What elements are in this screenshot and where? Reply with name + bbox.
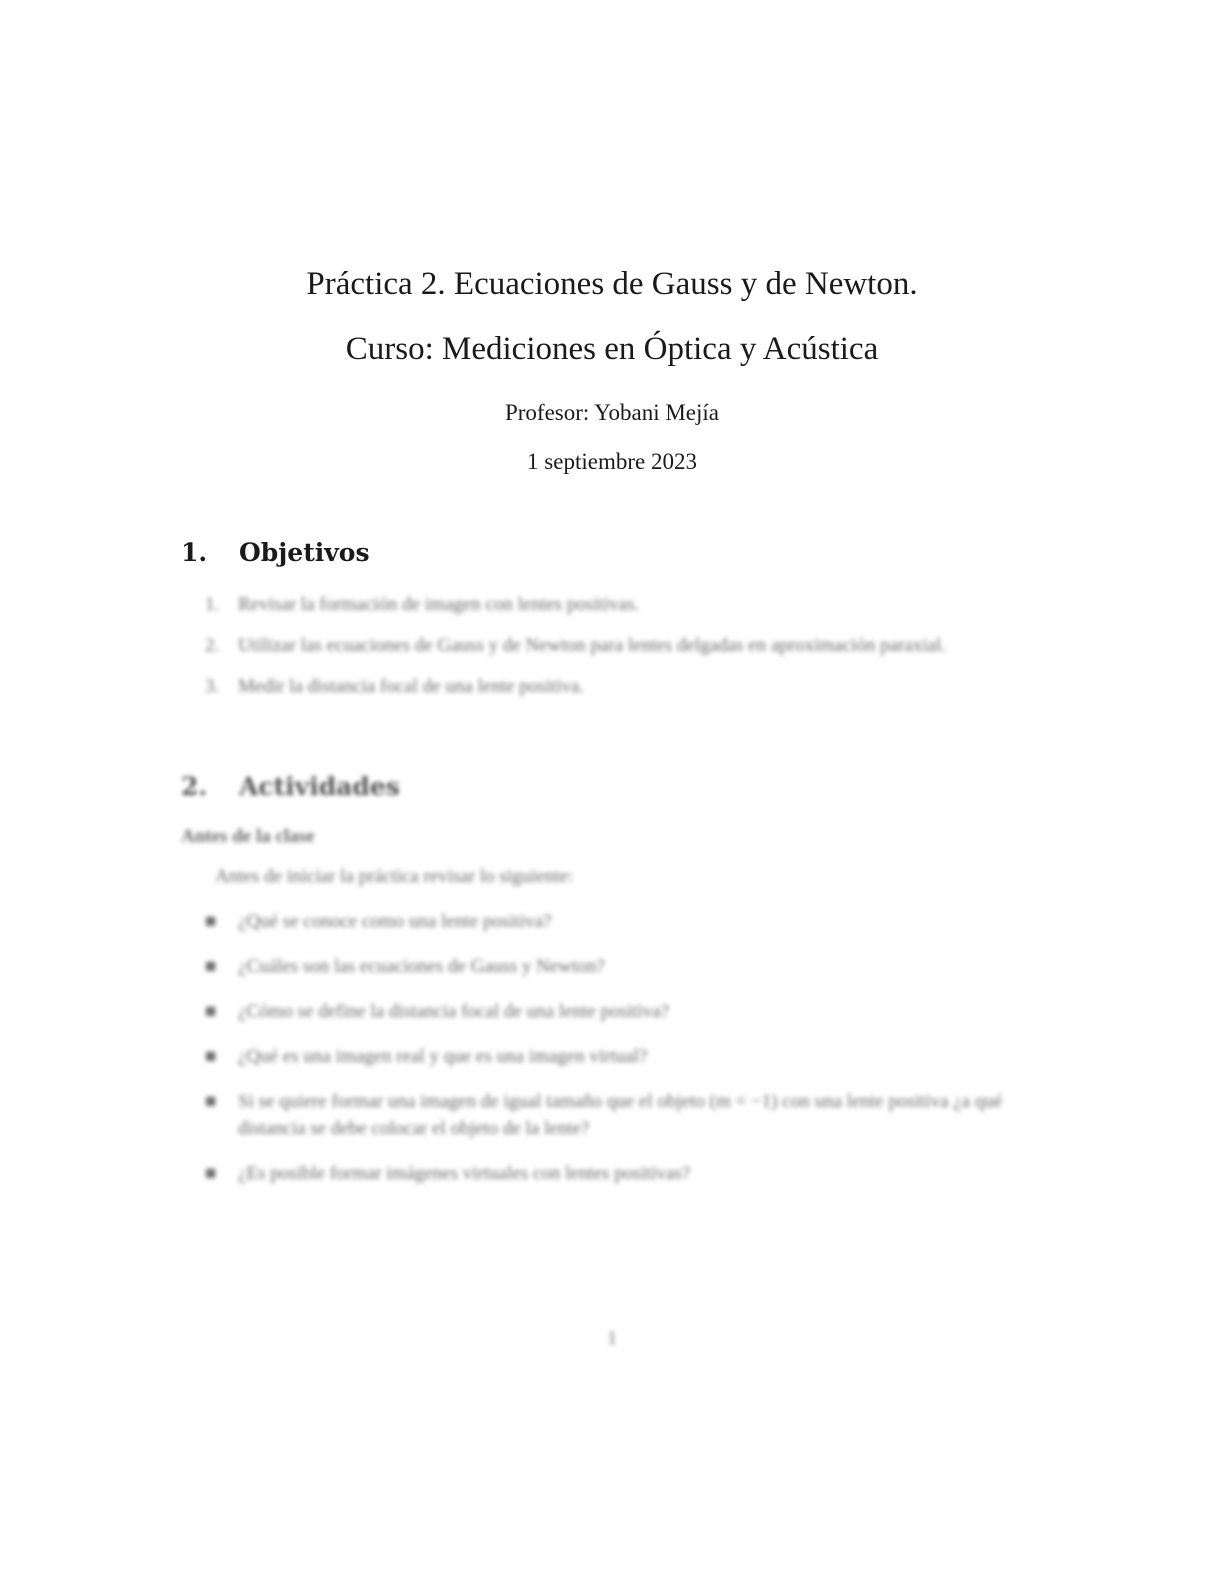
section-number: 1. [181,538,208,567]
section-title: Actividades [239,772,400,801]
list-item [205,998,1035,1025]
list-item [205,1160,1035,1187]
list-item-text: Utilizar las ecuaciones de Gauss y de Newton para lentes delgadas en aproximación paraxial. [238,635,947,656]
list-item-text: Revisar la formación de imagen con lentes positivas. [238,594,639,615]
course-name: Curso: Mediciones en Óptica y Acústica [345,331,879,367]
document-title: Práctica 2. Ecuaciones de Gauss y de Newton. [306,266,918,302]
list-marker: 3. [205,676,220,697]
bullet-icon: ■ [205,1163,217,1184]
list-item [205,632,1035,659]
list-item-text: ¿Cómo se define la distancia focal de una lente positiva? [238,1001,670,1022]
list-item-text: ¿Qué es una imagen real y que es una imagen virtual? [238,1046,648,1067]
bullet-icon: ■ [205,1001,217,1022]
list-item-text: ¿Es posible formar imágenes virtuales con lentes positivas? [238,1163,691,1184]
subheading-antes-de-la-clase: Antes de la clase [181,826,315,847]
bullet-icon: ■ [205,1091,217,1112]
list-item [205,1088,1035,1142]
list-item [205,673,1035,700]
professor-name: Profesor: Yobani Mejía [504,400,720,425]
questions-list [205,908,1035,1205]
bullet-icon: ■ [205,911,217,932]
list-item [205,1043,1035,1070]
intro-paragraph: Antes de iniciar la práctica revisar lo siguiente: [215,866,574,887]
list-item-text: Medir la distancia focal de una lente positiva. [238,676,585,697]
bullet-icon: ■ [205,956,217,977]
list-item [205,591,1035,618]
section-number: 2. [181,772,208,801]
list-item [205,953,1035,980]
page-number: 1 [607,1328,617,1349]
list-item-text: ¿Qué se conoce como una lente positiva? [238,911,552,932]
bullet-icon: ■ [205,1046,217,1067]
list-marker: 2. [205,635,220,656]
list-item [205,908,1035,935]
list-marker: 1. [205,594,220,615]
section-heading-actividades [181,772,400,801]
list-item-text: Si se quiere formar una imagen de igual tamaño que el objeto (m = −1) con una lente positiva ¿a qué distancia se debe colocar el objeto de la lente? [238,1091,1003,1139]
objectives-list [205,591,1035,700]
list-item-text: ¿Cuáles son las ecuaciones de Gauss y Newton? [238,956,605,977]
document-date: 1 septiembre 2023 [527,449,697,474]
section-heading-objetivos [181,538,370,567]
section-title: Objetivos [239,538,370,567]
